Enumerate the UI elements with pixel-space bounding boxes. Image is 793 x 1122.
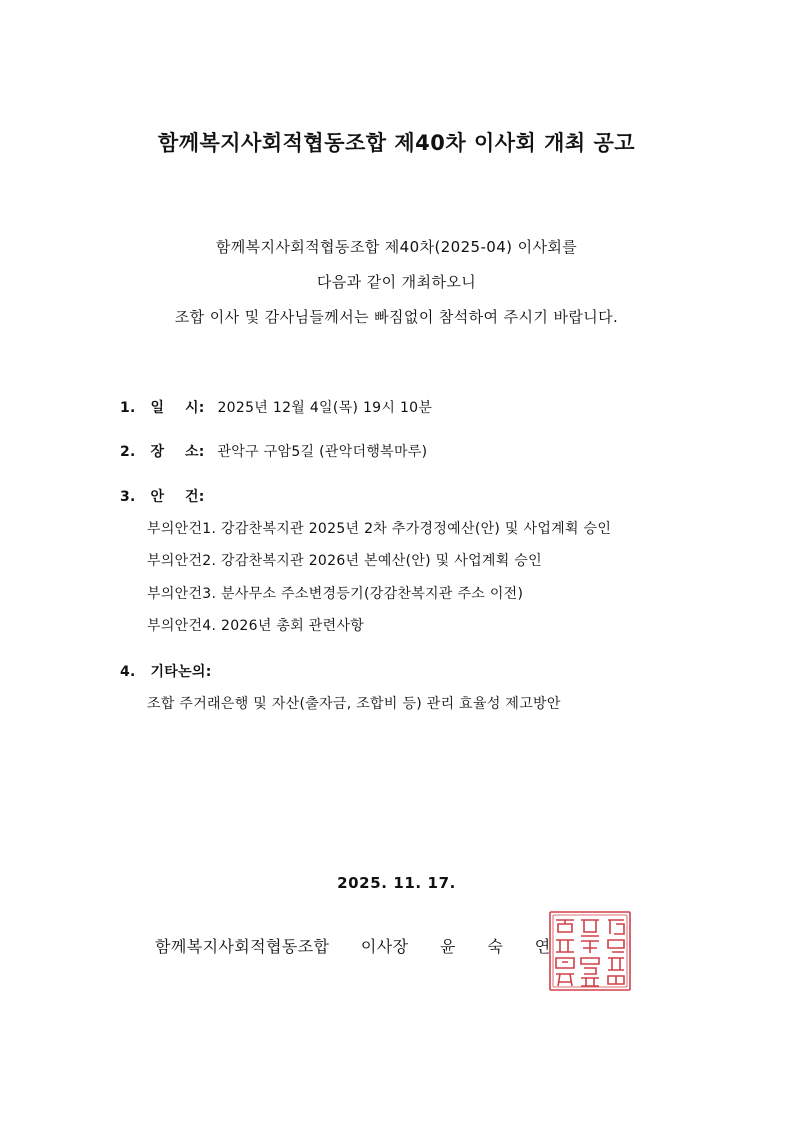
agenda-item-2: 부의안건2. 강감찬복지관 2026년 본예산(안) 및 사업계획 승인 bbox=[147, 553, 542, 569]
item-place bbox=[120, 441, 427, 461]
item-date-label: 일 시: bbox=[150, 400, 205, 416]
item-date-value: 2025년 12월 4일(목) 19시 10분 bbox=[217, 400, 433, 416]
agenda-item-3: 부의안건3. 분사무소 주소변경등기(강감찬복지관 주소 이전) bbox=[147, 586, 524, 602]
agenda-item-1: 부의안건1. 강감찬복지관 2025년 2차 추가경정예산(안) 및 사업계획 승인 bbox=[147, 521, 612, 537]
item-other-label: 기타논의: bbox=[150, 664, 212, 680]
item-place-label: 장 소: bbox=[150, 444, 205, 460]
signature-name-1: 윤 bbox=[440, 937, 456, 956]
other-item-1: 조합 주거래은행 및 자산(출자금, 조합비 등) 관리 효율성 제고방안 bbox=[147, 696, 561, 712]
item-place-number: 2. bbox=[120, 444, 136, 460]
intro-line-1: 함께복지사회적협동조합 제40차(2025-04) 이사회를 bbox=[215, 238, 578, 256]
item-agenda bbox=[120, 486, 213, 506]
intro-line-2: 다음과 같이 개최하오니 bbox=[316, 273, 477, 291]
item-place-value: 관악구 구암5길 (관악더행복마루) bbox=[217, 444, 428, 460]
item-other-number: 4. bbox=[120, 664, 136, 680]
issue-date: 2025. 11. 17. bbox=[337, 874, 456, 892]
signature-line bbox=[155, 934, 551, 957]
agenda-item-4: 부의안건4. 2026년 총회 관련사항 bbox=[147, 618, 365, 634]
item-date bbox=[120, 397, 432, 417]
signature-role: 이사장 bbox=[360, 937, 409, 956]
item-date-number: 1. bbox=[120, 400, 136, 416]
official-seal-stamp bbox=[548, 910, 632, 992]
item-other bbox=[120, 661, 220, 681]
item-agenda-label: 안 건: bbox=[150, 489, 205, 505]
signature-org: 함께복지사회적협동조합 bbox=[155, 937, 330, 956]
intro-line-3: 조합 이사 및 감사님들께서는 빠짐없이 참석하여 주시기 바랍니다. bbox=[174, 308, 619, 326]
item-agenda-number: 3. bbox=[120, 489, 136, 505]
signature-name-2: 숙 bbox=[487, 937, 504, 956]
signature-name-3: 연 bbox=[534, 937, 551, 956]
page-title: 함께복지사회적협동조합 제40차 이사회 개최 공고 bbox=[157, 131, 636, 155]
